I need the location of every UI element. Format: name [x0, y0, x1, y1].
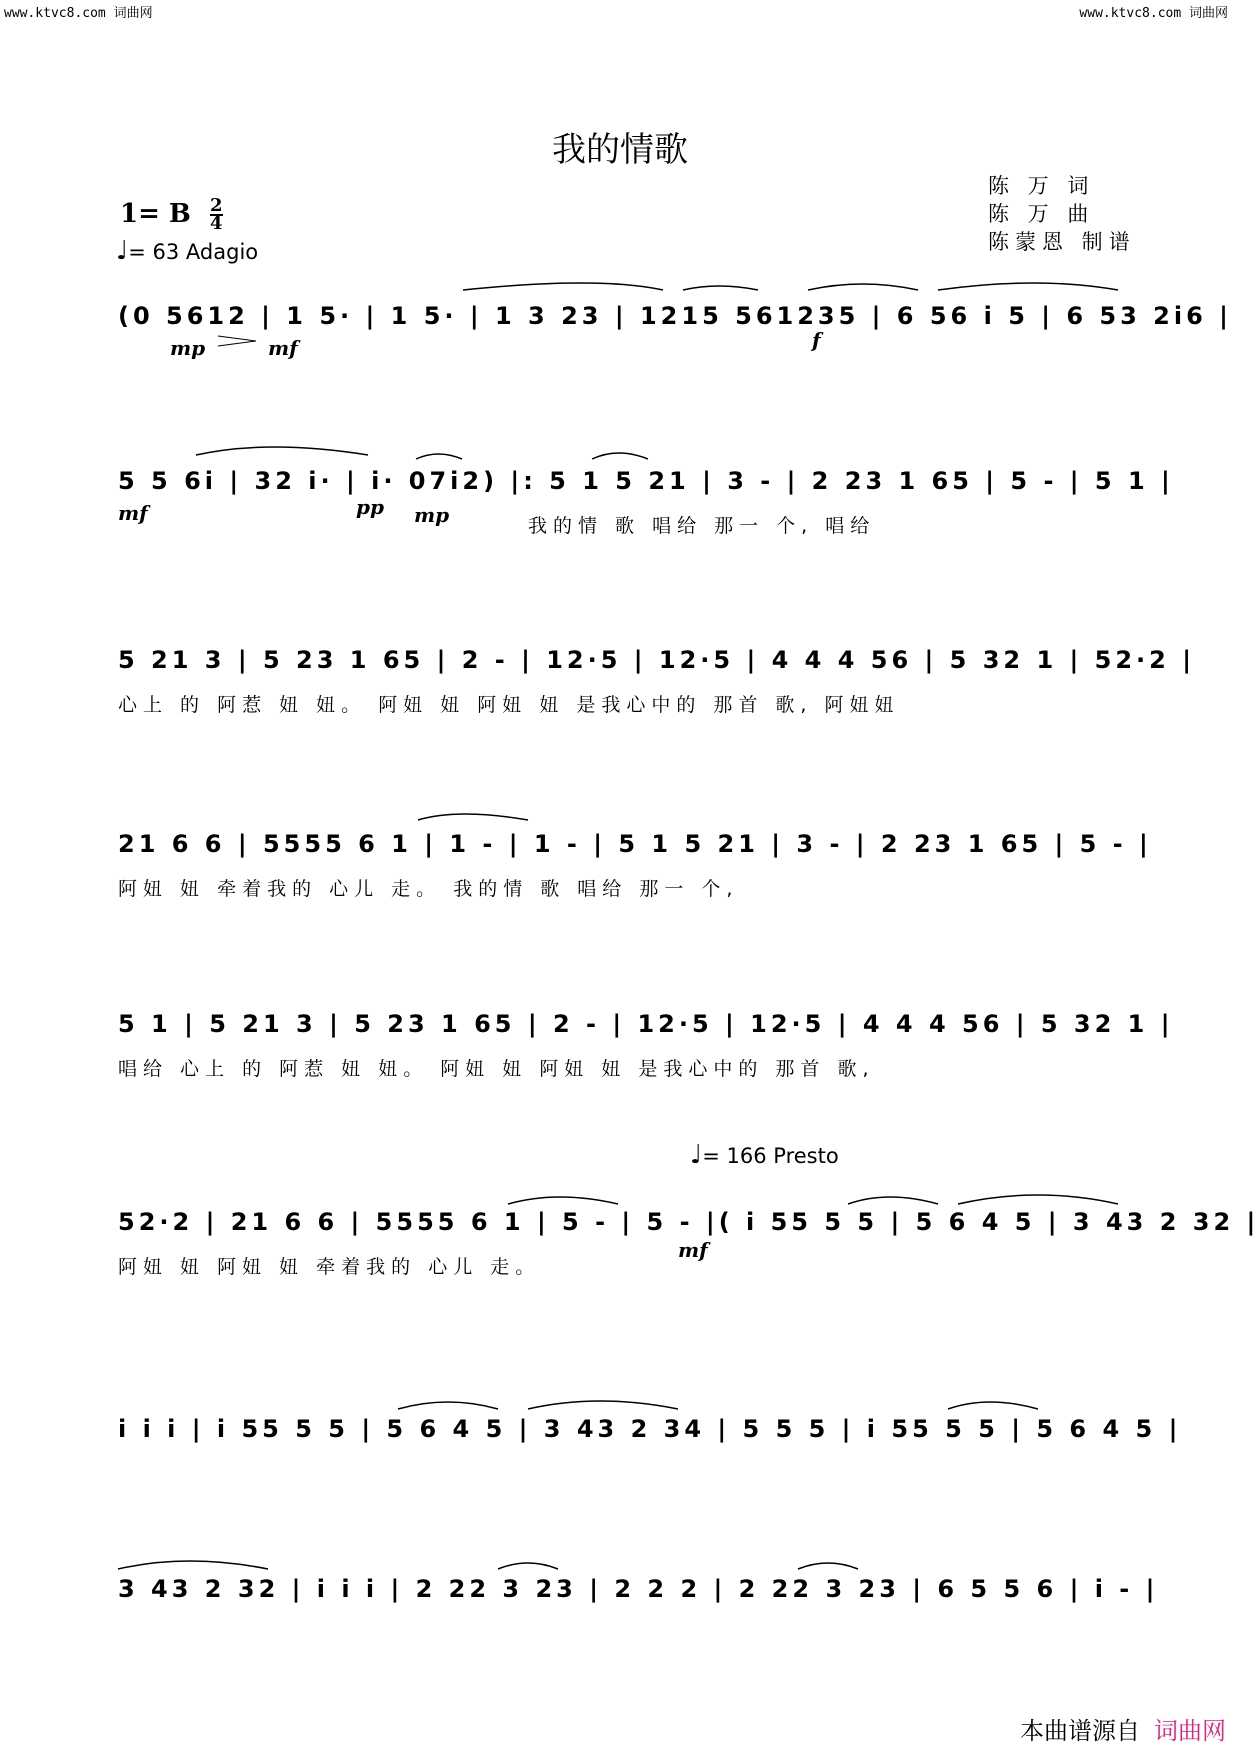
dynamic-mp: mp [170, 336, 206, 360]
quarter-note-icon: ♩ [690, 1140, 703, 1170]
dynamic-pp: pp [356, 495, 384, 519]
footer-source [1020, 1711, 1226, 1746]
score-system-2 [118, 455, 1174, 537]
credits [988, 172, 1136, 256]
dynamic-mf: mf [678, 1238, 708, 1262]
credit-transcriber: 陈蒙恩 制谱 [988, 230, 1136, 254]
tempo-presto [690, 1140, 839, 1170]
score-system-7 [118, 1405, 1182, 1485]
dynamic-mf: mf [118, 501, 148, 525]
footer-brand-link[interactable]: 词曲网 [1154, 1717, 1226, 1745]
lyrics-line: 唱给 心上 的 阿惹 妞 妞。 阿妞 妞 阿妞 妞 是我心中的 那首 歌, [118, 1058, 875, 1080]
time-sig-bottom: 4 [209, 213, 223, 234]
key-label: 1= B [120, 199, 191, 229]
song-title: 我的情歌 [552, 130, 688, 170]
tempo-presto-text: = 166 Presto [702, 1144, 839, 1168]
time-sig-top: 2 [209, 195, 223, 216]
lyrics-line: 阿妞 妞 牵着我的 心儿 走。 我的情 歌 唱给 那一 个, [118, 878, 739, 900]
score-system-8 [118, 1565, 1159, 1645]
credit-composer: 陈 万 曲 [988, 202, 1095, 226]
tempo-adagio-text: = 63 Adagio [128, 240, 259, 264]
footer-source-text: 本曲谱源自 [1020, 1717, 1140, 1745]
lyrics-line: 心上 的 阿惹 妞 妞。 阿妞 妞 阿妞 妞 是我心中的 那首 歌, 阿妞妞 [118, 694, 900, 716]
notes-line: 3 43 2 32 | i i i | 2 22 3 23 | 2 2 2 | 2 22 3 23 | 6 5 5 6 | i - | [118, 1575, 1159, 1603]
notes-line: 21 6 6 | 5555 6 1 | 1 - | 1 - | 5 1 5 21 | 3 - | 2 23 1 65 | 5 - | [118, 830, 1152, 858]
lyrics-line: 我的情 歌 唱给 那一 个, 唱给 [528, 515, 876, 537]
tempo-adagio [116, 236, 258, 266]
score-system-3 [118, 638, 1195, 718]
watermark-left: www.ktvc8.com 词曲网 [4, 6, 153, 21]
score-system-1 [118, 290, 1232, 370]
key-signature [120, 195, 223, 234]
dynamic-mf: mf [268, 336, 298, 360]
notes-line: 5 21 3 | 5 23 1 65 | 2 - | 12·5 | 12·5 | 4 4 4 56 | 5 32 1 | 52·2 | [118, 646, 1195, 674]
notes-line: 52·2 | 21 6 6 | 5555 6 1 | 5 - | 5 - |( i 55 5 5 | 5 6 4 5 | 3 43 2 32 | [118, 1208, 1259, 1236]
watermark-right: www.ktvc8.com 词曲网 [1079, 6, 1228, 21]
notes-line: i i i | i 55 5 5 | 5 6 4 5 | 3 43 2 34 | 5 5 5 | i 55 5 5 | 5 6 4 5 | [118, 1415, 1182, 1443]
lyrics-line: 阿妞 妞 阿妞 妞 牵着我的 心儿 走。 [118, 1256, 541, 1278]
dynamic-f: f [812, 328, 821, 352]
notes-line: 5 1 | 5 21 3 | 5 23 1 65 | 2 - | 12·5 | 12·5 | 4 4 4 56 | 5 32 1 | [118, 1010, 1174, 1038]
time-signature [209, 195, 223, 234]
notes-line: (0 5612 | 1 5· | 1 5· | 1 3 23 | 1215 561235 | 6 56 i 5 | 6 53 2i6 | [118, 302, 1232, 330]
credit-lyricist: 陈 万 词 [988, 174, 1095, 198]
quarter-note-icon: ♩ [116, 236, 129, 266]
score-system-5 [118, 1000, 1174, 1080]
notes-line: 5 5 6i | 32 i· | i· 07i2) |: 5 1 5 21 | 3 - | 2 23 1 65 | 5 - | 5 1 | [118, 467, 1174, 495]
score-system-6 [118, 1200, 1259, 1280]
score-system-4 [118, 820, 1152, 900]
dynamic-mp: mp [414, 503, 450, 527]
